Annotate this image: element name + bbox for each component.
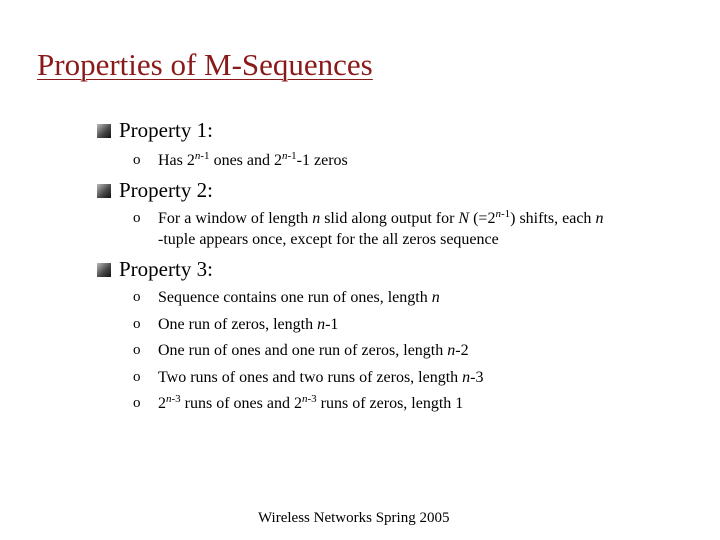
q-box-bullet-icon: [97, 263, 111, 277]
q-box-bullet-icon: [97, 184, 111, 198]
property-1-heading: Property 1:: [97, 118, 213, 143]
property-2-heading: Property 2:: [97, 178, 213, 203]
slide-footer: Wireless Networks Spring 2005: [258, 510, 450, 526]
property-3-heading: Property 3:: [97, 257, 213, 282]
q-box-bullet-icon: [97, 124, 111, 138]
slide-title: Properties of M-Sequences: [37, 47, 373, 82]
